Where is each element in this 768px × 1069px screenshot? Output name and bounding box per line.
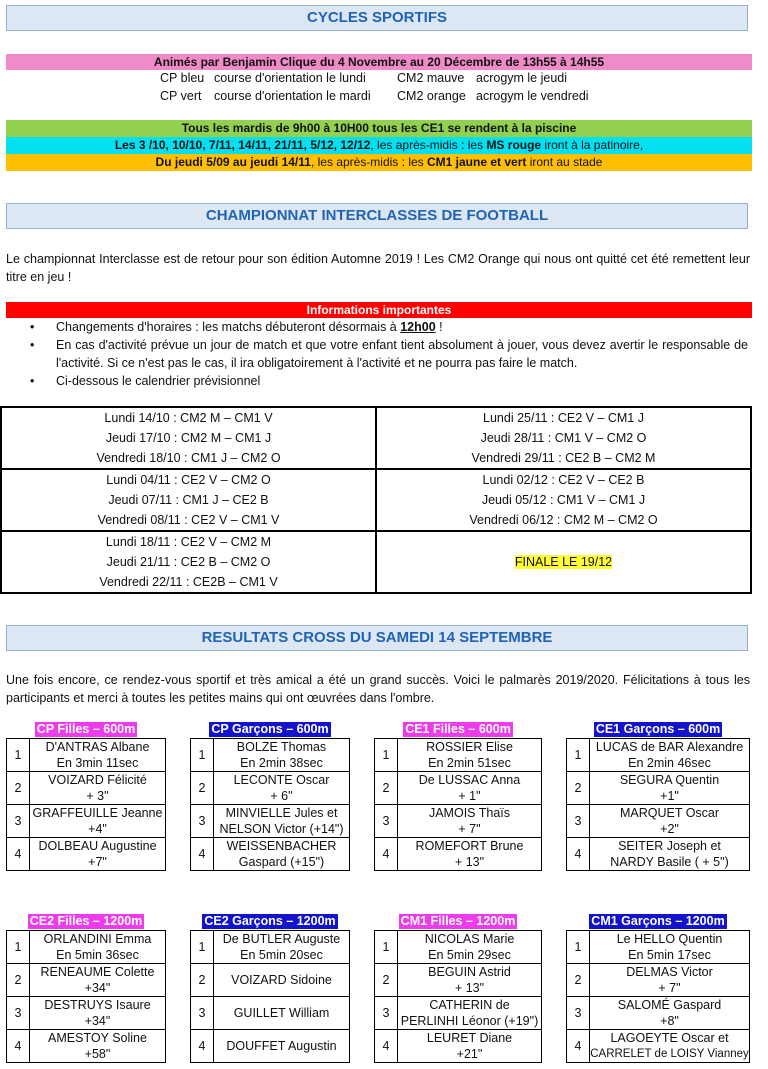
cross-intro: Une fois encore, ce rendez-vous sportif et très amical a été un grand succès. Voici le palmarès 2019/2020. Félicitations à tous les participants et merci à toutes les petites mains qui ont œuvrées dans l'ombre. [6,673,750,705]
results-table-title: CP Filles – 600m [36,722,136,736]
runner-time: + 1" [458,789,481,803]
rank-cell: 2 [375,772,398,805]
runner-time: + 7" [658,981,681,995]
table-row [7,931,166,964]
orange-band-text: , les après-midis : les [310,155,427,169]
result-cell [590,931,750,964]
table-row [375,931,542,964]
finale-label: FINALE LE 19/12 [514,555,613,569]
table-row [7,997,166,1030]
table-row [7,838,166,871]
table-row [191,931,350,964]
rank-cell: 2 [567,964,590,997]
runner-time: Gaspard (+15") [238,855,325,869]
runner-time: + 13" [454,981,485,995]
runner-name: GUILLET William [233,1006,330,1020]
rank-cell: 4 [7,1030,30,1063]
runner-name: ROMEFORT Brune [415,839,524,853]
rank-cell: 3 [7,805,30,838]
runner-name: NICOLAS Marie [424,932,515,946]
calendar-finale-cell [376,531,751,593]
result-cell [590,805,750,838]
rank-cell: 4 [567,1030,590,1063]
runner-name: CATHERIN de [429,998,510,1012]
runner-name: DELMAS Victor [626,965,713,979]
results-table-header [191,914,350,931]
table-row [375,772,542,805]
rank-cell: 2 [375,964,398,997]
bullet1-end: ! [435,320,443,334]
results-table-title: CE1 Filles – 600m [405,722,511,736]
table-row [7,805,166,838]
runner-name: BEGUIN Astrid [428,965,511,979]
rank-cell: 3 [191,805,214,838]
result-cell [590,964,750,997]
table-row [191,838,350,871]
runner-time: +58" [84,1047,111,1061]
football-intro: Le championnat Interclasse est de retour pour son édition Automne 2019 ! Les CM2 Orange qui nous ont quitté cet été remettent leur titre en jeu ! [6,252,750,284]
results-table-title: CE2 Garçons – 1200m [204,914,336,928]
runner-name: LEURET Diane [426,1031,513,1045]
table-row [567,838,750,871]
table-row [375,739,542,772]
rank-cell: 1 [191,931,214,964]
orange-band-dates: Du jeudi 5/09 au jeudi 14/11 [155,155,311,169]
results-table-header [567,722,750,739]
runner-name: ROSSIER Elise [426,740,513,754]
runner-time: +7" [88,855,107,869]
info-header: Informations importantes [6,302,752,318]
table-row [567,964,750,997]
row2-activity1: course d'orientation le mardi [214,89,371,103]
table-row [567,805,750,838]
row1-activity2: acrogym le jeudi [476,71,568,85]
results-table-header [567,914,750,931]
table-row [191,739,350,772]
result-cell [398,997,542,1030]
runner-time: En 5min 29sec [428,948,511,962]
result-cell [30,1030,166,1063]
bullet-item-2: • En cas d'activité prévue un jour de match et que votre enfant tient absolument à jouer, vous devez avertir le responsable de l'activité. Si ce n'est pas le cas, il ira obligatoirement à l'activité et ne pourra pas faire le match. [30,338,748,370]
runner-name: JAMOIS Thaïs [428,806,511,820]
runner-time: En 2min 51sec [428,756,511,770]
table-row [191,997,350,1030]
runner-name: De LUSSAC Anna [418,773,521,787]
runner-time: +34" [84,981,111,995]
cyan-band [6,137,752,154]
result-cell [214,805,350,838]
table-row [567,997,750,1030]
section-title-cross: RESULTATS CROSS DU SAMEDI 14 SEPTEMBRE [6,625,748,651]
bullet1-time: 12h00 [400,320,436,334]
runner-time: +8" [660,1014,679,1028]
results-table-header [375,914,542,931]
runner-name: MINVIELLE Jules et [225,806,338,820]
result-cell [214,931,350,964]
table-row [7,772,166,805]
result-cell [590,772,750,805]
table-row [567,772,750,805]
runner-time: NELSON Victor (+14") [219,822,344,836]
runner-name: VOIZARD Félicité [48,773,147,787]
table-row [7,1030,166,1063]
section-title-cycles: CYCLES SPORTIFS [6,5,748,31]
result-cell [590,739,750,772]
football-calendar [0,406,752,594]
rank-cell: 2 [7,772,30,805]
result-cell [30,964,166,997]
result-cell [398,964,542,997]
results-table [6,722,166,871]
runner-time: NARDY Basile ( + 5") [610,855,729,869]
calendar-cell: Lundi 02/12 : CE2 V – CE2 B Jeudi 05/12 : CM1 V – CM1 J Vendredi 06/12 : CM2 M – CM2 O [376,469,751,531]
results-table [566,914,750,1063]
result-cell [398,805,542,838]
results-table-header [375,722,542,739]
result-cell [30,931,166,964]
runner-time: + 7" [458,822,481,836]
bullet3-text: Ci-dessous le calendrier prévisionnel [56,374,261,388]
results-table-title: CE1 Garçons – 600m [595,722,721,736]
rank-cell: 1 [191,739,214,772]
runner-time: En 2min 46sec [628,756,711,770]
rank-cell: 1 [7,739,30,772]
results-table-title: CM1 Filles – 1200m [400,914,516,928]
rank-cell: 1 [7,931,30,964]
runner-name: LUCAS de BAR Alexandre [595,740,744,754]
runner-time: En 5min 36sec [56,948,139,962]
result-cell [30,838,166,871]
result-cell [30,997,166,1030]
runner-time: + 13" [454,855,485,869]
row1-class2: CM2 mauve [397,71,465,85]
row2-activity2: acrogym le vendredi [476,89,589,103]
rank-cell: 2 [191,964,214,997]
result-cell [398,1030,542,1063]
calendar-cell: Lundi 25/11 : CE2 V – CM1 J Jeudi 28/11 : CM1 V – CM2 O Vendredi 29/11 : CE2 B – CM2 M [376,407,751,469]
rank-cell: 3 [375,997,398,1030]
runner-time: + 6" [270,789,293,803]
row1-class1: CP bleu [160,71,205,85]
runner-time: En 5min 20sec [240,948,323,962]
runner-name: MARQUET Oscar [619,806,720,820]
cyan-band-class: MS rouge [486,138,542,152]
runner-time: +1" [660,789,679,803]
runner-time: En 2min 38sec [240,756,323,770]
rank-cell: 1 [375,931,398,964]
results-table [190,914,350,1063]
bullet1-text: Changements d'horaires : les matchs débuteront désormais à [56,320,401,334]
rank-cell: 1 [567,739,590,772]
runner-time: CARRELET de LOISY Vianney [590,1048,749,1060]
table-row [567,1030,750,1063]
runner-time: +21" [456,1047,483,1061]
table-row [191,1030,350,1063]
result-cell [214,838,350,871]
rank-cell: 3 [567,997,590,1030]
rank-cell: 4 [7,838,30,871]
runner-name: AMESTOY Soline [48,1031,147,1045]
table-row [375,997,542,1030]
result-cell [30,772,166,805]
rank-cell: 2 [191,772,214,805]
rank-cell: 3 [191,997,214,1030]
table-row [191,964,350,997]
rank-cell: 4 [191,838,214,871]
table-row [567,739,750,772]
rank-cell: 4 [375,1030,398,1063]
runner-time: En 3min 11sec [56,756,139,770]
runner-time: En 5min 17sec [628,948,711,962]
rank-cell: 4 [567,838,590,871]
rank-cell: 2 [567,772,590,805]
result-cell [590,997,750,1030]
table-row [375,805,542,838]
result-cell [214,997,350,1030]
rank-cell: 3 [567,805,590,838]
results-table [6,914,166,1063]
runner-name: De BUTLER Auguste [222,932,341,946]
rank-cell: 2 [7,964,30,997]
runner-name: SEGURA Quentin [619,773,720,787]
table-row [191,805,350,838]
results-table [566,722,750,871]
cyan-band-dates: Les 3 /10, 10/10, 7/11, 14/11, 21/11, 5/12, 12/12 [114,138,371,152]
table-row [567,931,750,964]
results-table-title: CE2 Filles – 1200m [29,914,143,928]
results-table [374,722,542,871]
table-row [375,964,542,997]
rank-cell: 4 [191,1030,214,1063]
calendar-cell: Lundi 14/10 : CM2 M – CM1 V Jeudi 17/10 : CM2 M – CM1 J Vendredi 18/10 : CM1 J – CM2 O [1,407,376,469]
runner-name: ORLANDINI Emma [43,932,152,946]
row2-class1: CP vert [160,89,202,103]
runner-name: LAGOEYTE Oscar et [610,1031,729,1045]
green-band: Tous les mardis de 9h00 à 10H00 tous les CE1 se rendent à la piscine [6,120,752,137]
result-cell [214,1030,350,1063]
result-cell [590,1030,750,1063]
results-table [374,914,542,1063]
results-table-header [191,722,350,739]
bullet2-text: En cas d'activité prévue un jour de match et que votre enfant tient absolument à jouer, vous devez avertir le responsable de l'activité. Si ce n'est pas le cas, il ira obligatoirement à l'activité et ne pourra pas faire le match. [56,338,748,370]
runner-time: + 3" [86,789,109,803]
row2-class2: CM2 orange [397,89,466,103]
table-row [191,772,350,805]
table-row [375,838,542,871]
runner-name: RENEAUME Colette [40,965,155,979]
orange-band [6,154,752,171]
rank-cell: 1 [567,931,590,964]
table-row [375,1030,542,1063]
runner-name: DOUFFET Augustin [226,1039,337,1053]
results-table-title: CM1 Garçons – 1200m [591,914,725,928]
pink-band: Animés par Benjamin Clique du 4 Novembre au 20 Décembre de 13h55 à 14h55 [6,54,752,70]
runner-name: WEISSENBACHER [226,839,337,853]
runner-time: +4" [88,822,107,836]
table-row [7,739,166,772]
calendar-cell: Lundi 18/11 : CE2 V – CM2 M Jeudi 21/11 : CE2 B – CM2 O Vendredi 22/11 : CE2B – CM1 V [1,531,376,593]
runner-name: DOLBEAU Augustine [38,839,157,853]
results-table [190,722,350,871]
result-cell [214,964,350,997]
rank-cell: 3 [7,997,30,1030]
runner-name: SEITER Joseph et [618,839,721,853]
result-cell [398,931,542,964]
row1-activity1: course d'orientation le lundi [214,71,366,85]
rank-cell: 1 [375,739,398,772]
runner-name: D'ANTRAS Albane [45,740,150,754]
runner-time: +2" [660,822,679,836]
runner-time: PERLINHI Léonor (+19") [400,1014,539,1028]
results-table-title: CP Garçons – 600m [211,722,329,736]
cyan-band-end: iront à la patinoire, [541,138,644,152]
runner-name: VOIZARD Sidoine [231,973,332,987]
results-table-header [7,914,166,931]
runner-name: SALOMÉ Gaspard [617,998,722,1012]
result-cell [214,772,350,805]
orange-band-class: CM1 jaune et vert [427,155,527,169]
result-cell [30,805,166,838]
orange-band-end: iront au stade [526,155,603,169]
runner-name: DESTRUYS Isaure [44,998,151,1012]
calendar-cell: Lundi 04/11 : CE2 V – CM2 O Jeudi 07/11 : CM1 J – CE2 B Vendredi 08/11 : CE2 V – CM1 V [1,469,376,531]
section-title-football: CHAMPIONNAT INTERCLASSES DE FOOTBALL [6,203,748,229]
runner-name: LECONTE Oscar [233,773,330,787]
result-cell [398,772,542,805]
result-cell [398,739,542,772]
runner-name: GRAFFEUILLE Jeanne [32,806,163,820]
runner-time: +34" [84,1014,111,1028]
rank-cell: 4 [375,838,398,871]
result-cell [590,838,750,871]
result-cell [398,838,542,871]
result-cell [30,739,166,772]
runner-name: Le HELLO Quentin [616,932,723,946]
rank-cell: 3 [375,805,398,838]
cyan-band-text: , les après-midis : les [370,138,487,152]
table-row [7,964,166,997]
bullet-item-3: • Ci-dessous le calendrier prévisionnel [30,372,748,390]
results-table-header [7,722,166,739]
runner-name: BOLZE Thomas [236,740,327,754]
bullet-item-1: • Changements d'horaires : les matchs débuteront désormais à 12h00 ! [30,320,443,334]
result-cell [214,739,350,772]
